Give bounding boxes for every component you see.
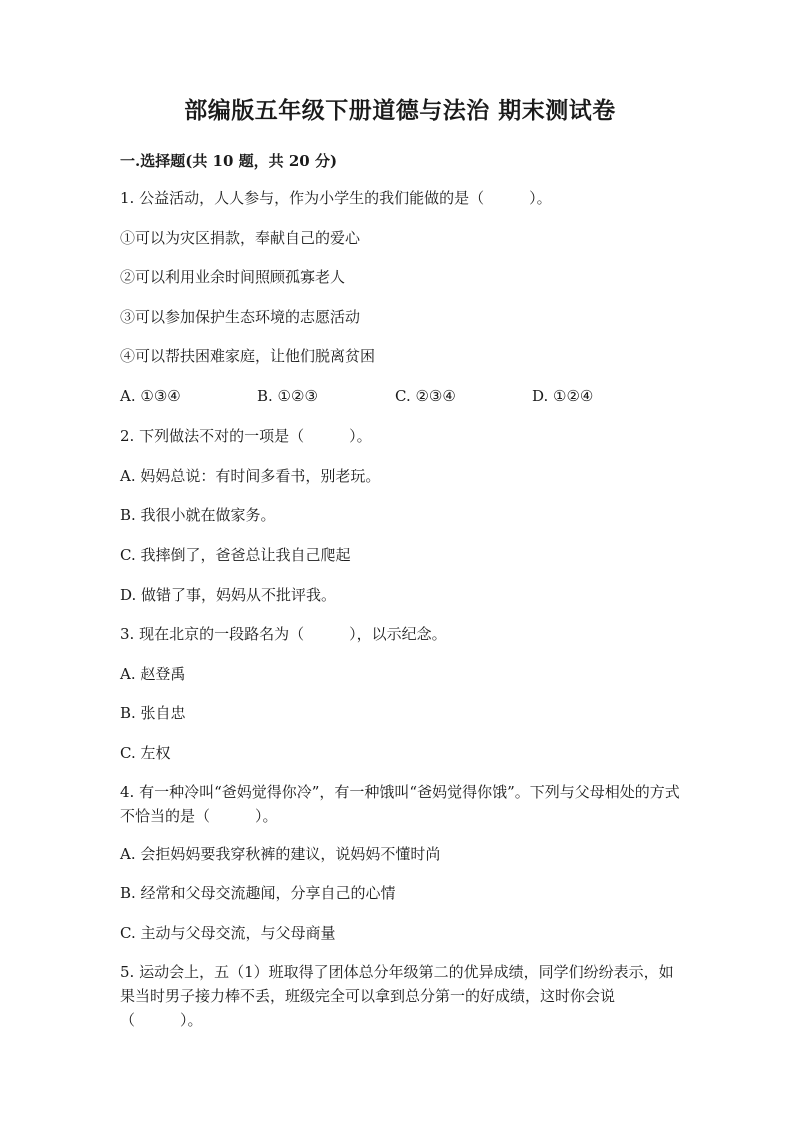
question-2-stem: 2. 下列做法不对的一项是（ ）。 xyxy=(120,427,372,445)
question-2-option-c[interactable]: C. 我摔倒了，爸爸总让我自己爬起 xyxy=(120,546,351,564)
question-4-option-a[interactable]: A. 会拒妈妈要我穿秋裤的建议，说妈妈不懂时尚 xyxy=(120,845,441,863)
question-1-statement-1: ①可以为灾区捐款，奉献自己的爱心 xyxy=(120,229,361,247)
question-3-stem: 3. 现在北京的一段路名为（ ），以示纪念。 xyxy=(120,625,447,643)
question-2-option-a[interactable]: A. 妈妈总说：有时间多看书，别老玩。 xyxy=(120,467,381,485)
question-1-statement-4: ④可以帮扶困难家庭，让他们脱离贫困 xyxy=(120,347,376,365)
question-1-statement-3: ③可以参加保护生态环境的志愿活动 xyxy=(120,308,361,326)
question-5-stem: 5. 运动会上，五（1）班取得了团体总分年级第二的优异成绩，同学们纷纷表示，如果当时男子接力棒不丢，班级完全可以拿到总分第一的好成绩，这时你会说（ ）。 xyxy=(120,963,674,1029)
question-1-option-a[interactable]: A. ①③④ xyxy=(120,387,181,405)
question-1-option-c[interactable]: C. ②③④ xyxy=(395,387,456,405)
question-1-stem: 1. 公益活动，人人参与，作为小学生的我们能做的是（ ）。 xyxy=(120,189,552,207)
question-1-option-b[interactable]: B. ①②③ xyxy=(257,387,318,405)
question-2-option-d[interactable]: D. 做错了事，妈妈从不批评我。 xyxy=(120,586,337,604)
question-4-option-c[interactable]: C. 主动与父母交流，与父母商量 xyxy=(120,924,336,942)
question-1-option-d[interactable]: D. ①②④ xyxy=(532,387,594,405)
question-2-option-b[interactable]: B. 我很小就在做家务。 xyxy=(120,506,276,524)
question-4-option-b[interactable]: B. 经常和父母交流趣闻，分享自己的心情 xyxy=(120,884,396,902)
question-1-statement-2: ②可以利用业余时间照顾孤寡老人 xyxy=(120,268,346,286)
page-title: 部编版五年级下册道德与法治 期末测试卷 xyxy=(184,97,616,124)
section-heading: 一.选择题(共 10 题，共 20 分) xyxy=(120,152,338,170)
question-3-option-c[interactable]: C. 左权 xyxy=(120,744,171,762)
question-4-stem: 4. 有一种冷叫“爸妈觉得你冷”，有一种饿叫“爸妈觉得你饿”。下列与父母相处的方式不恰当的是（ ）。 xyxy=(120,783,680,825)
question-3-option-b[interactable]: B. 张自忠 xyxy=(120,704,186,722)
question-3-option-a[interactable]: A. 赵登禹 xyxy=(120,665,186,683)
question-1-options xyxy=(120,385,680,407)
